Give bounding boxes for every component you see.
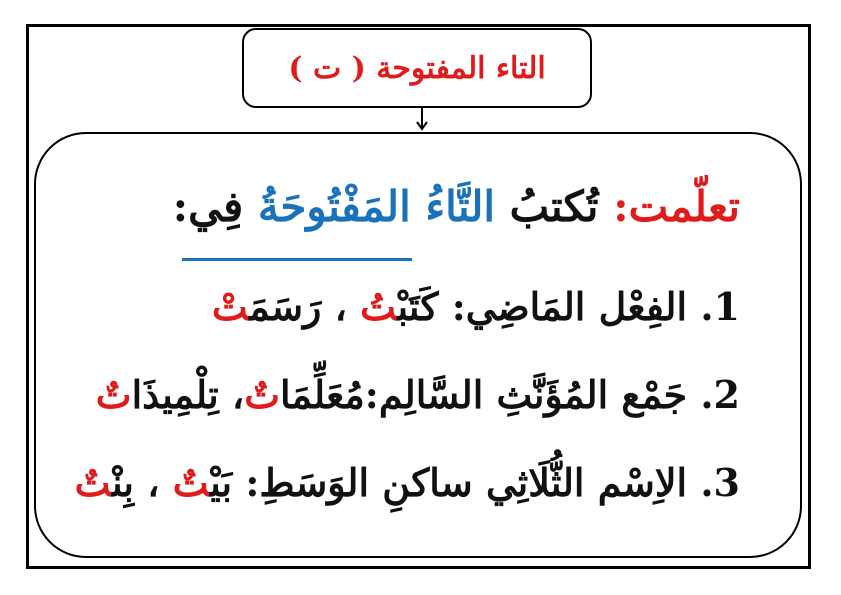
item-number: 2.: [700, 372, 740, 417]
item-number: 1.: [700, 284, 740, 329]
subject-term: التَّاءُ المَفْتُوحَةُ: [257, 182, 496, 231]
list-item: [96, 372, 740, 417]
item-number: 3.: [700, 460, 740, 505]
example-1: مُعَلِّمَاتٌ: [244, 372, 365, 417]
arrow-down-icon: [414, 108, 430, 132]
content-box: [34, 132, 802, 558]
rule-heading: [173, 182, 740, 231]
separator: ،: [218, 372, 245, 417]
example-1: بَيْتٌ: [172, 460, 233, 505]
separator: ،: [321, 284, 361, 329]
list-item: [212, 284, 740, 329]
heading-underline: [182, 258, 412, 261]
writes-word: تُكتبُ: [509, 182, 599, 231]
in-word: فِي:: [172, 182, 244, 231]
page-title: التاء المفتوحة ( ت ): [288, 50, 546, 86]
item-label: الاِسْم الثُّلَاثِي ساكنِ الوَسَطِ:: [245, 460, 688, 505]
learned-label: تعلّمت:: [613, 182, 740, 231]
example-2: بِنْتٌ: [74, 460, 135, 505]
list-item: [75, 460, 740, 505]
example-2: تِلْمِيذَاتٌ: [95, 372, 219, 417]
example-1: كَتَبْتُ: [360, 284, 439, 329]
title-box: [242, 28, 592, 108]
example-2: رَسَمَتْ: [211, 284, 322, 329]
separator: ،: [134, 460, 173, 505]
item-label: الفِعْل المَاضِي:: [451, 284, 688, 329]
item-label: جَمْع المُؤَنَّثِ السَّالِم:: [364, 372, 688, 417]
